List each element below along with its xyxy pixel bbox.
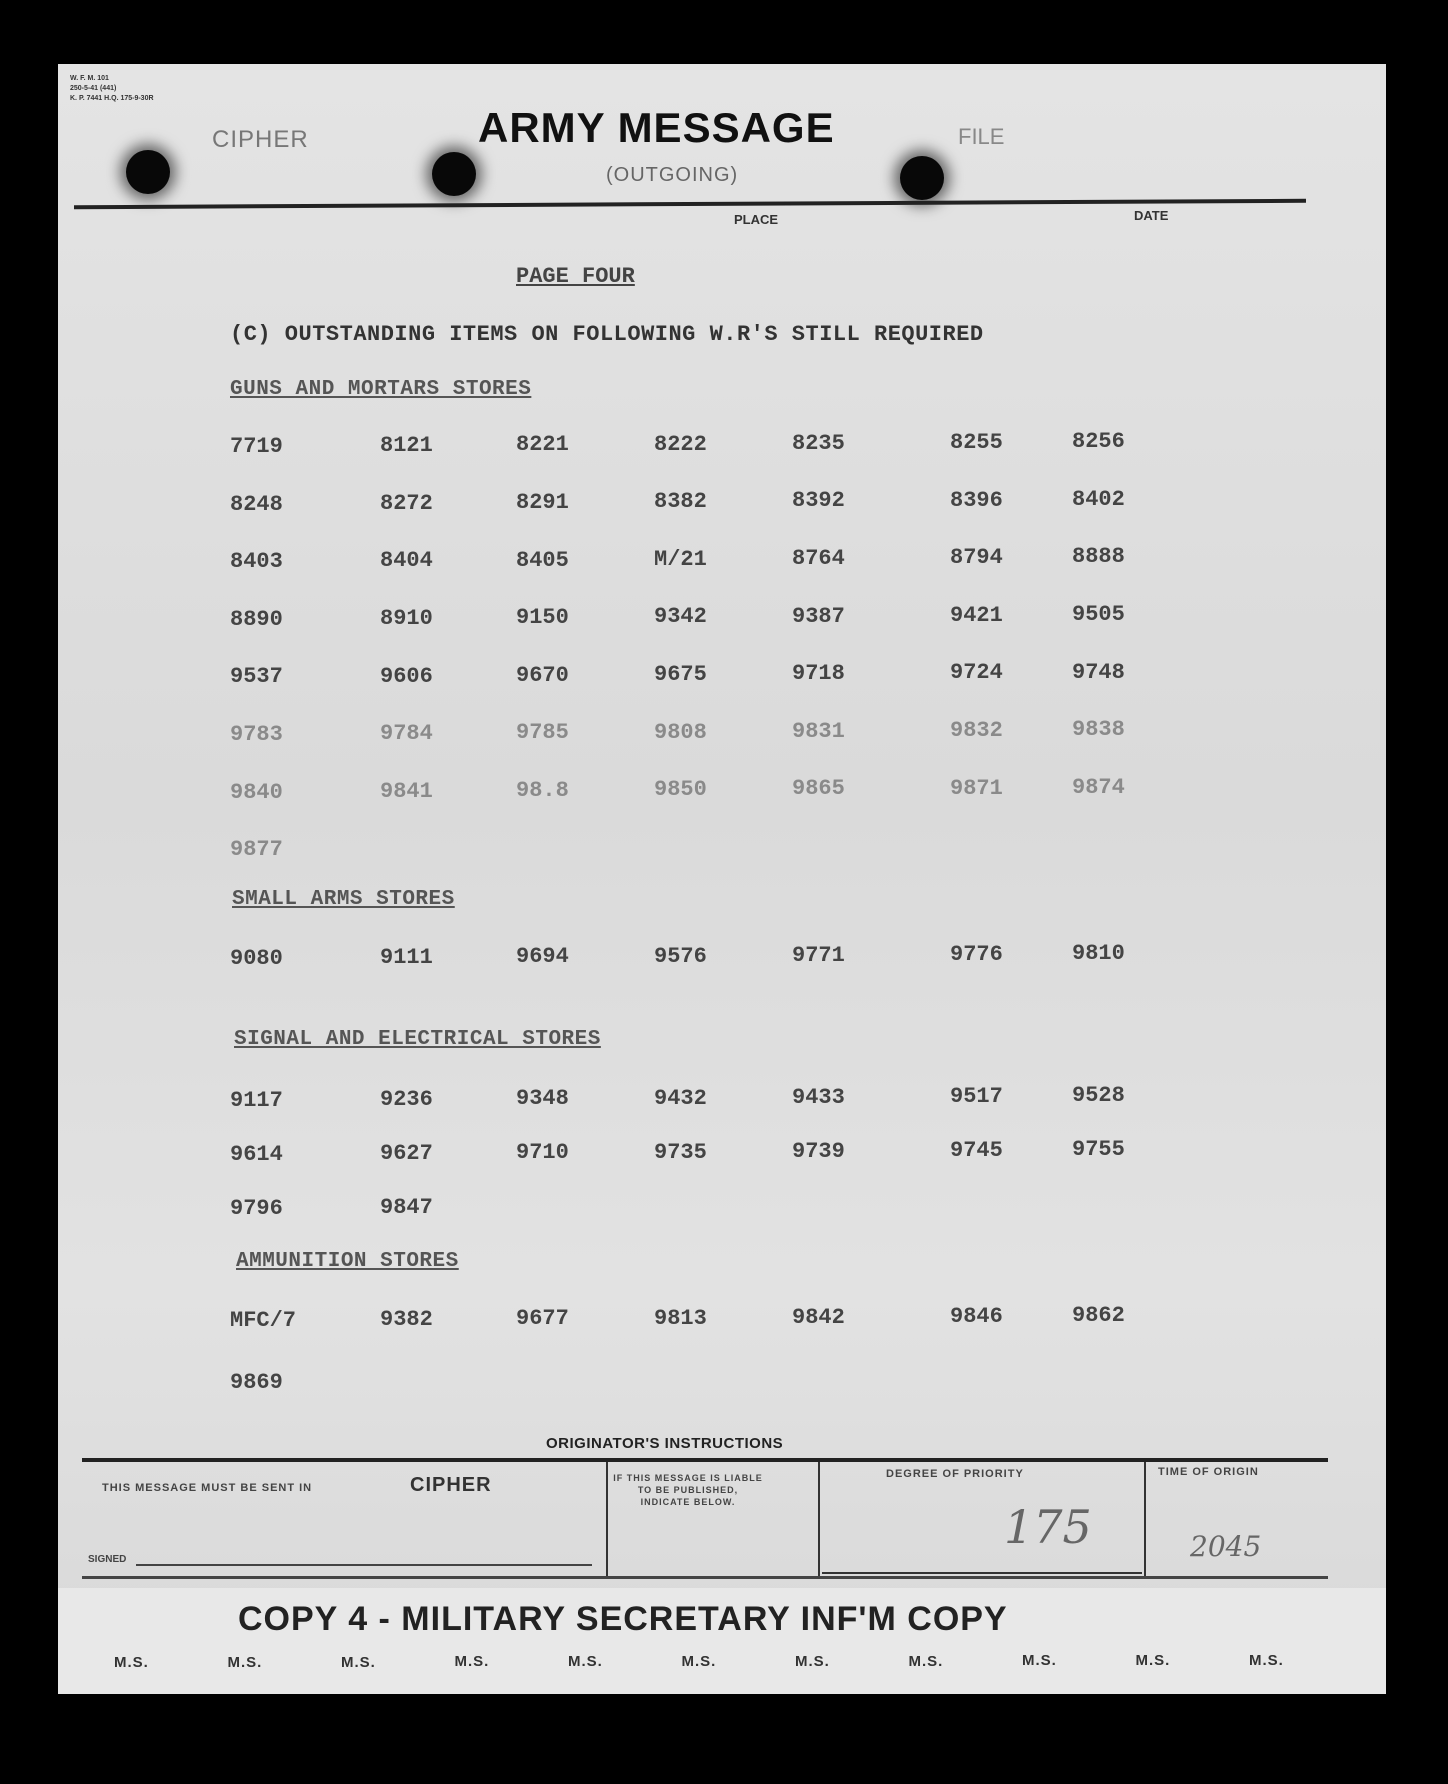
item-number: 8403 xyxy=(230,549,283,575)
item-number: MFC/7 xyxy=(230,1308,297,1333)
item-number: 8405 xyxy=(516,547,569,573)
ms-mark: M.S. xyxy=(1135,1652,1171,1670)
item-number: 9784 xyxy=(380,721,433,747)
item-number: 9841 xyxy=(380,778,433,804)
form-code-line: 250-5-41 (441) xyxy=(70,85,117,92)
ms-mark: M.S. xyxy=(114,1654,149,1671)
item-number: 8890 xyxy=(230,606,283,632)
publication-note-line: TO BE PUBLISHED, xyxy=(637,1485,739,1495)
item-number: 8392 xyxy=(792,488,845,514)
punch-hole xyxy=(126,150,170,194)
ms-mark: M.S. xyxy=(568,1653,603,1671)
signed-label: SIGNED xyxy=(88,1554,127,1565)
item-number: 8888 xyxy=(1072,544,1125,570)
originators-instructions-label: ORIGINATOR'S INSTRUCTIONS xyxy=(546,1435,784,1452)
punch-hole xyxy=(432,152,476,196)
ms-mark: M.S. xyxy=(1249,1652,1284,1669)
ms-mark: M.S. xyxy=(681,1653,717,1670)
item-number: 9236 xyxy=(380,1087,433,1113)
box-divider xyxy=(818,1462,820,1578)
item-number: 9576 xyxy=(654,943,707,969)
item-number: 9710 xyxy=(516,1140,569,1166)
item-number: 8222 xyxy=(654,431,707,457)
priority-underline xyxy=(822,1572,1142,1574)
item-number: 9433 xyxy=(792,1084,845,1110)
publication-note xyxy=(598,1472,778,1508)
item-number: 9869 xyxy=(230,1370,283,1395)
item-number: 9862 xyxy=(1072,1303,1125,1329)
cipher-mode: CIPHER xyxy=(410,1474,492,1496)
section-title-small-arms: SMALL ARMS STORES xyxy=(232,888,455,911)
time-of-origin-label: TIME OF ORIGIN xyxy=(1158,1466,1259,1478)
item-number: 9838 xyxy=(1072,717,1125,743)
item-number: 8248 xyxy=(230,491,283,517)
item-number: 9874 xyxy=(1072,774,1125,800)
item-number: 9080 xyxy=(230,946,283,971)
item-number: 9718 xyxy=(792,661,845,687)
item-number: 9694 xyxy=(516,944,569,970)
publication-note-line: IF THIS MESSAGE IS LIABLE xyxy=(613,1473,763,1483)
item-number: 9877 xyxy=(230,837,283,863)
date-label: DATE xyxy=(1134,208,1169,223)
place-label: PLACE xyxy=(734,212,779,227)
ms-mark: M.S. xyxy=(1022,1652,1057,1670)
section-title-signal-electrical: SIGNAL AND ELECTRICAL STORES xyxy=(234,1028,601,1051)
item-number: 9771 xyxy=(792,942,845,968)
file-label: FILE xyxy=(958,124,1005,149)
item-number: 9850 xyxy=(654,777,707,803)
item-number: 9677 xyxy=(516,1306,569,1332)
item-number: 9537 xyxy=(230,664,283,690)
item-number: 9606 xyxy=(380,663,433,689)
item-number: 8272 xyxy=(380,490,433,516)
item-number: 9831 xyxy=(792,718,845,744)
item-number: 98.8 xyxy=(516,778,569,803)
priority-value: 175 xyxy=(1004,1500,1092,1554)
page-title: ARMY MESSAGE xyxy=(478,104,835,151)
item-number: 9432 xyxy=(654,1085,707,1111)
message-form xyxy=(58,64,1386,1694)
item-number: 8256 xyxy=(1072,429,1125,455)
item-number: 8382 xyxy=(654,489,707,515)
box-divider xyxy=(1144,1462,1146,1578)
ms-mark: M.S. xyxy=(227,1653,263,1671)
item-number: 9150 xyxy=(516,605,569,631)
item-number: 7719 xyxy=(230,434,283,459)
instructions-box-bottom xyxy=(82,1576,1328,1579)
item-number: 9840 xyxy=(230,779,283,805)
item-number: 9382 xyxy=(380,1307,433,1333)
item-number: 9871 xyxy=(950,775,1003,801)
publication-note-line: INDICATE BELOW. xyxy=(640,1497,736,1507)
item-number: 9111 xyxy=(380,945,433,971)
ms-mark: M.S. xyxy=(795,1652,830,1670)
section-title-guns-mortars: GUNS AND MORTARS STORES xyxy=(230,378,532,401)
item-number: 8235 xyxy=(792,430,845,456)
form-code-line: W. F. M. 101 xyxy=(70,75,109,82)
punch-hole xyxy=(900,156,944,200)
item-number: 8794 xyxy=(950,545,1003,571)
item-number: M/21 xyxy=(654,546,707,572)
item-number: 9785 xyxy=(516,720,569,746)
instructions-box-top xyxy=(82,1458,1328,1462)
item-number: 9745 xyxy=(950,1138,1003,1163)
item-number: 9348 xyxy=(516,1086,569,1112)
item-number: 9117 xyxy=(230,1088,283,1113)
item-number: 8291 xyxy=(516,490,569,515)
item-number: 9670 xyxy=(516,662,569,688)
section-title-ammunition: AMMUNITION STORES xyxy=(236,1250,459,1273)
item-number: 9505 xyxy=(1072,602,1125,627)
item-number: 9627 xyxy=(380,1141,433,1167)
signature-line xyxy=(136,1564,592,1566)
priority-label: DEGREE OF PRIORITY xyxy=(886,1468,1024,1480)
item-number: 9842 xyxy=(792,1304,845,1330)
item-number: 9832 xyxy=(950,718,1003,743)
item-number: 9528 xyxy=(1072,1083,1125,1109)
time-of-origin-value: 2045 xyxy=(1190,1530,1262,1563)
item-number: 9735 xyxy=(654,1139,707,1165)
copy-designation: COPY 4 - MILITARY SECRETARY INF'M COPY xyxy=(238,1600,1008,1638)
must-be-sent-label: THIS MESSAGE MUST BE SENT IN xyxy=(102,1482,313,1494)
item-number: 9808 xyxy=(654,719,707,745)
item-number: 9847 xyxy=(380,1195,433,1221)
item-number: 9810 xyxy=(1072,941,1125,967)
item-number: 8121 xyxy=(380,433,433,459)
item-number: 8255 xyxy=(950,430,1003,455)
item-number: 8404 xyxy=(380,548,433,574)
item-number: 9776 xyxy=(950,942,1003,967)
item-number: 9614 xyxy=(230,1142,283,1167)
cipher-label: CIPHER xyxy=(212,126,309,153)
item-number: 8396 xyxy=(950,487,1003,513)
item-number: 9783 xyxy=(230,722,283,747)
item-number: 8764 xyxy=(792,546,845,571)
item-number: 9739 xyxy=(792,1138,845,1164)
ms-mark: M.S. xyxy=(908,1652,944,1670)
item-number: 9724 xyxy=(950,660,1003,686)
page-subtitle: (OUTGOING) xyxy=(606,164,739,186)
ms-mark: M.S. xyxy=(341,1653,376,1671)
item-number: 9675 xyxy=(654,662,707,687)
item-number: 9813 xyxy=(654,1305,707,1331)
item-number: 8910 xyxy=(380,606,433,631)
page-heading: PAGE FOUR xyxy=(516,264,635,289)
item-number: 8221 xyxy=(516,432,569,458)
item-number: 9846 xyxy=(950,1304,1003,1329)
intro-line: (C) OUTSTANDING ITEMS ON FOLLOWING W.R'S STILL REQUIRED xyxy=(230,322,984,347)
form-code-line: K. P. 7441 H.Q. 175-9-30R xyxy=(70,95,154,102)
item-number: 9755 xyxy=(1072,1137,1125,1163)
item-number: 9865 xyxy=(792,776,845,802)
item-number: 9517 xyxy=(950,1084,1003,1109)
item-number: 9387 xyxy=(792,603,845,629)
ms-mark: M.S. xyxy=(454,1653,490,1671)
item-number: 9421 xyxy=(950,602,1003,628)
item-number: 9748 xyxy=(1072,659,1125,685)
item-number: 9796 xyxy=(230,1196,283,1221)
item-number: 8402 xyxy=(1072,486,1125,512)
item-number: 9342 xyxy=(654,604,707,630)
